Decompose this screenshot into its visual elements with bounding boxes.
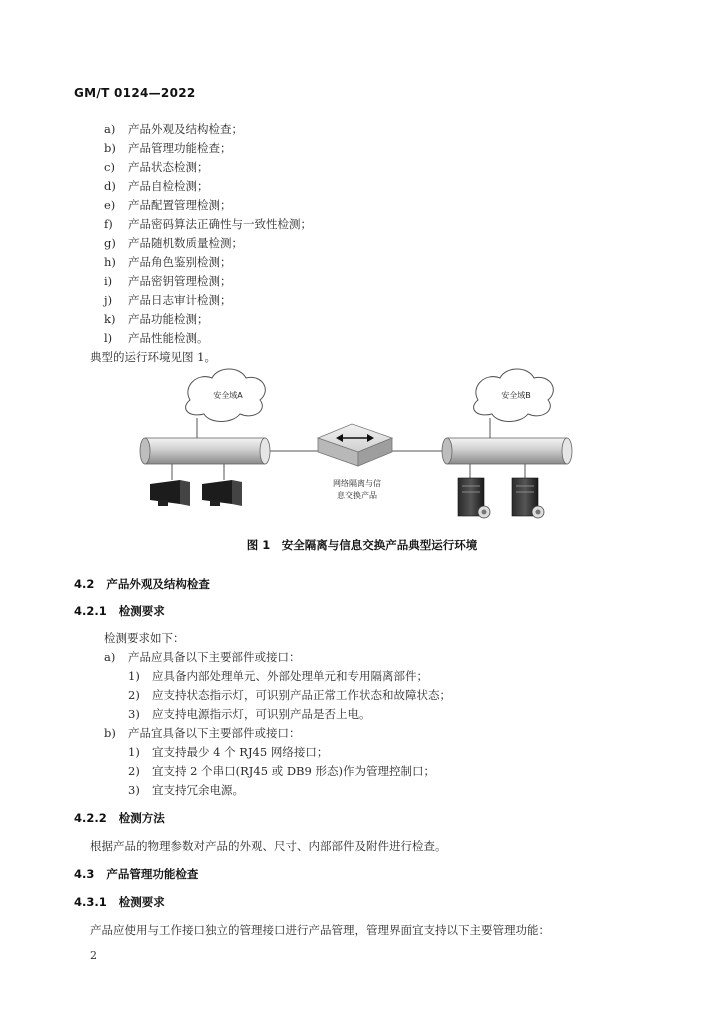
section-heading-4-2-1: 4.2.1 检测要求 [74, 604, 165, 618]
requirement-a-item: 3) 应支持电源指示灯，可识别产品是否上电。 [128, 707, 371, 721]
cloud-a-label: 安全域A [213, 391, 243, 400]
section-heading-4-2-2: 4.2.2 检测方法 [74, 811, 165, 825]
requirement-b-item: 1) 宜支持最少 4 个 RJ45 网络接口； [128, 745, 329, 759]
intro-paragraph: 典型的运行环境见图 1。 [90, 350, 216, 364]
management-paragraph: 产品应使用与工作接口独立的管理接口进行产品管理，管理界面宜支持以下主要管理功能： [90, 923, 550, 937]
list-item: e) 产品配置管理检测； [104, 198, 232, 212]
list-item: a) 产品外观及结构检查； [104, 122, 243, 136]
workstation-icon [202, 464, 242, 506]
figure-caption: 图 1 安全隔离与信息交换产品典型运行环境 [246, 538, 478, 552]
section-heading-4-3-1: 4.3.1 检测要求 [74, 895, 165, 909]
workstation-icon [150, 464, 190, 506]
server-icon [458, 464, 490, 518]
list-item: l) 产品性能检测。 [104, 331, 209, 345]
network-pipe-right [442, 438, 572, 464]
requirement-b: b) 产品宜具备以下主要部件或接口： [104, 726, 301, 740]
requirement-b-item: 2) 宜支持 2 个串口(RJ45 或 DB9 形态)作为管理控制口； [128, 764, 435, 778]
list-item: b) 产品管理功能检查； [104, 141, 232, 155]
document-code-header: GM/T 0124—2022 [74, 86, 196, 100]
list-item: c) 产品状态检测； [104, 160, 209, 174]
list-item: d) 产品自检检测； [104, 179, 209, 193]
requirement-intro: 检测要求如下： [104, 631, 185, 645]
requirement-a-item: 2) 应支持状态指示灯，可识别产品正常工作状态和故障状态； [128, 688, 451, 702]
device-label-line-2: 息交换产品 [337, 491, 377, 500]
method-paragraph: 根据产品的物理参数对产品的外观、尺寸、内部部件及附件进行检查。 [90, 839, 447, 853]
requirement-a: a) 产品应具备以下主要部件或接口： [104, 650, 301, 664]
device-label-line-1: 网络隔离与信 [333, 479, 381, 488]
cloud-security-domain-a [186, 369, 266, 438]
list-item: i) 产品密钥管理检测； [104, 274, 232, 288]
cloud-b-label: 安全域B [501, 391, 531, 400]
list-item: j) 产品日志审计检测； [104, 293, 232, 307]
section-heading-4-3: 4.3 产品管理功能检查 [74, 867, 199, 881]
section-heading-4-2: 4.2 产品外观及结构检查 [74, 577, 210, 591]
list-item: h) 产品角色鉴别检测； [104, 255, 232, 269]
isolation-exchange-device [318, 424, 392, 466]
requirement-a-item: 1) 应具备内部处理单元、外部处理单元和专用隔离部件； [128, 669, 428, 683]
cloud-security-domain-b [474, 369, 554, 438]
network-pipe-left [140, 438, 270, 464]
requirement-b-item: 3) 宜支持冗余电源。 [128, 783, 244, 797]
server-icon [512, 464, 544, 518]
list-item: k) 产品功能检测； [104, 312, 209, 326]
list-item: f) 产品密码算法正确性与一致性检测； [104, 217, 312, 231]
list-item: g) 产品随机数质量检测； [104, 236, 243, 250]
page-number: 2 [90, 949, 97, 962]
